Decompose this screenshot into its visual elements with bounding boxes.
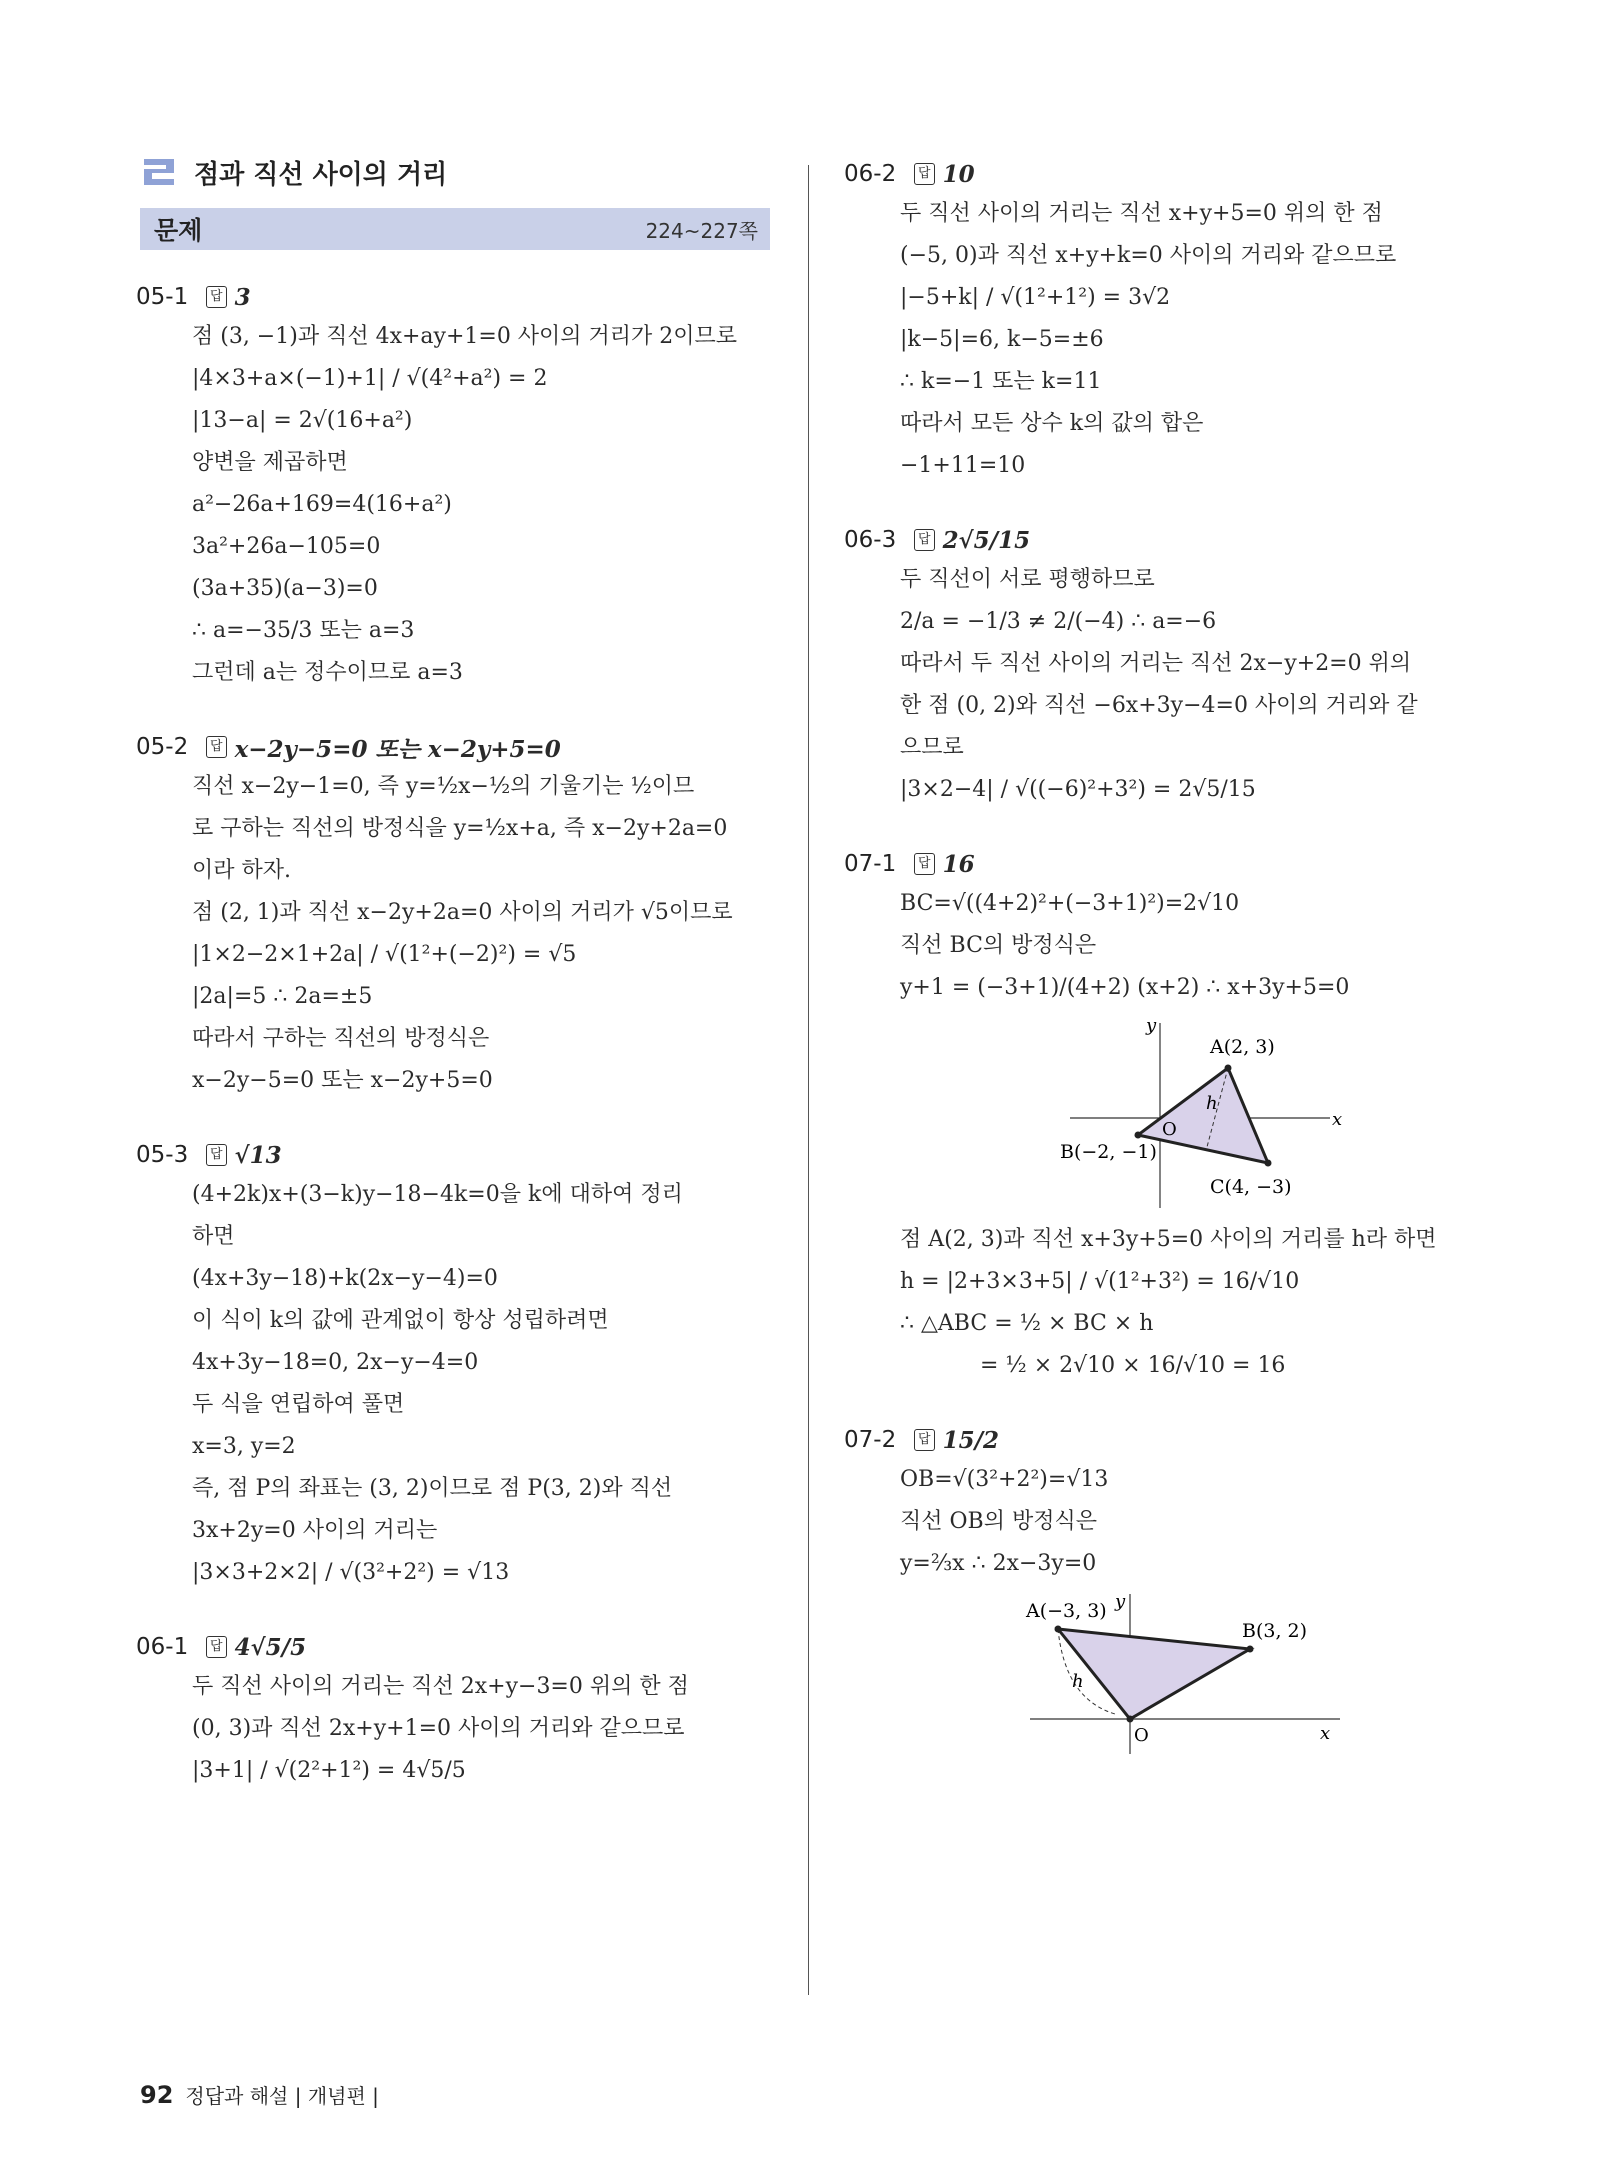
point-a-label: A(−3, 3) [1026, 1600, 1107, 1622]
answer-badge: 답 [206, 1144, 227, 1166]
origin-label: O [1162, 1119, 1177, 1140]
solution-line: ∴ a=−35/3 또는 a=3 [192, 618, 415, 643]
solution-line: (4+2k)x+(3−k)y−18−4k=0을 k에 대하여 정리 [192, 1182, 683, 1207]
solution-line: 2/a = −1/3 ≠ 2/(−4) ∴ a=−6 [900, 609, 1217, 634]
solution-line: 따라서 모든 상수 k의 값의 합은 [900, 411, 1204, 436]
section-header [140, 150, 770, 194]
x-axis-label: x [1332, 1109, 1343, 1130]
solution-line: y+1 = (−3+1)/(4+2) (x+2) ∴ x+3y+5=0 [900, 975, 1350, 1000]
problem-answer: x−2y−5=0 또는 x−2y+5=0 [234, 735, 561, 763]
problem-06-1 [136, 1628, 770, 1792]
page-range: 224~227쪽 [645, 218, 758, 243]
solution-line: 점 A(2, 3)과 직선 x+3y+5=0 사이의 거리를 h라 하면 [900, 1227, 1437, 1252]
height-label: h [1072, 1671, 1084, 1692]
solution-line: |k−5|=6, k−5=±6 [900, 327, 1104, 352]
column-divider [808, 165, 809, 1995]
answer-badge: 답 [914, 853, 935, 875]
point-b-label: B(3, 2) [1242, 1620, 1308, 1642]
solution-line: 점 (3, −1)과 직선 4x+ay+1=0 사이의 거리가 2이므로 [192, 324, 738, 349]
problem-07-2 [844, 1421, 1488, 1759]
answer-badge: 답 [914, 1429, 935, 1451]
solution-line: a²−26a+169=4(16+a²) [192, 492, 452, 517]
solution-line: |2a|=5 ∴ 2a=±5 [192, 984, 373, 1009]
problem-number: 06-3 [844, 527, 897, 553]
solution-line: 직선 OB의 방정식은 [900, 1509, 1097, 1534]
problem-07-1 [844, 845, 1488, 1387]
solution-line: x−2y−5=0 또는 x−2y+5=0 [192, 1068, 493, 1093]
solution-line: 두 직선이 서로 평행하므로 [900, 567, 1155, 592]
problem-answer: 16 [942, 850, 975, 878]
page-footer [140, 2080, 379, 2109]
left-column [136, 150, 770, 1826]
solution-line: 으므로 [900, 735, 964, 760]
solution-line: 4x+3y−18=0, 2x−y−4=0 [192, 1350, 479, 1375]
problem-05-2 [136, 728, 770, 1102]
solution-line: 이라 하자. [192, 858, 291, 883]
triangle-aob-figure [1020, 1589, 1350, 1759]
solution-line: 따라서 두 직선 사이의 거리는 직선 2x−y+2=0 위의 [900, 651, 1412, 676]
solution-line: y=⅔x ∴ 2x−3y=0 [900, 1551, 1097, 1576]
problem-bar-label: 문제 [154, 216, 203, 245]
problem-06-3 [844, 521, 1488, 811]
solution-line: |−5+k| / √(1²+1²) = 3√2 [900, 285, 1171, 310]
solution-line: 점 (2, 1)과 직선 x−2y+2a=0 사이의 거리가 √5이므로 [192, 900, 733, 925]
solution-line: OB=√(3²+2²)=√13 [900, 1467, 1109, 1492]
problem-05-3 [136, 1136, 770, 1594]
problem-number: 06-2 [844, 161, 897, 187]
solution-line: 즉, 점 P의 좌표는 (3, 2)이므로 점 P(3, 2)와 직선 [192, 1476, 673, 1501]
solution-line: 두 식을 연립하여 풀면 [192, 1392, 405, 1417]
footer-text: 정답과 해설 | 개념편 | [185, 2084, 379, 2108]
solution-line: BC=√((4+2)²+(−3+1)²)=2√10 [900, 891, 1240, 916]
solution-line: |3×2−4| / √((−6)²+3²) = 2√5/15 [900, 777, 1256, 802]
solution-line: 3a²+26a−105=0 [192, 534, 381, 559]
problem-answer: 3 [234, 283, 251, 311]
solution-line: 로 구하는 직선의 방정식을 y=½x+a, 즉 x−2y+2a=0 [192, 816, 728, 841]
solution-line: (4x+3y−18)+k(2x−y−4)=0 [192, 1266, 498, 1291]
triangle-abc-figure [1050, 1013, 1350, 1213]
height-label: h [1206, 1093, 1218, 1114]
solution-line: h = |2+3×3+5| / √(1²+3²) = 16/√10 [900, 1269, 1300, 1294]
solution-line: x=3, y=2 [192, 1434, 296, 1459]
problem-bar [140, 208, 770, 250]
problem-answer: √13 [234, 1141, 282, 1169]
solution-line: 한 점 (0, 2)와 직선 −6x+3y−4=0 사이의 거리와 같 [900, 693, 1418, 718]
solution-line: (3a+35)(a−3)=0 [192, 576, 378, 601]
solution-line: 직선 x−2y−1=0, 즉 y=½x−½의 기울기는 ½이므 [192, 774, 695, 799]
solution-line: 두 직선 사이의 거리는 직선 2x+y−3=0 위의 한 점 [192, 1674, 689, 1699]
section-number-2-icon [140, 155, 178, 189]
solution-line: 두 직선 사이의 거리는 직선 x+y+5=0 위의 한 점 [900, 201, 1383, 226]
point-b-label: B(−2, −1) [1060, 1141, 1157, 1163]
page-number: 92 [140, 2081, 174, 2109]
solution-line: |13−a| = 2√(16+a²) [192, 408, 413, 433]
problem-answer: 4√5/5 [234, 1633, 307, 1661]
solution-line: ∴ △ABC = ½ × BC × h [900, 1311, 1154, 1336]
problem-answer: 15/2 [942, 1426, 999, 1454]
solution-line: 하면 [192, 1224, 235, 1249]
solution-line: 그런데 a는 정수이므로 a=3 [192, 660, 463, 685]
problem-answer: 10 [942, 160, 975, 188]
answer-badge: 답 [914, 163, 935, 185]
problem-number: 07-1 [844, 851, 897, 877]
answer-badge: 답 [206, 736, 227, 758]
point-c-label: C(4, −3) [1210, 1176, 1292, 1198]
answer-badge: 답 [206, 286, 227, 308]
solution-line: = ½ × 2√10 × 16/√10 = 16 [980, 1353, 1286, 1378]
solution-line: 직선 BC의 방정식은 [900, 933, 1097, 958]
problem-06-2 [844, 155, 1488, 487]
x-axis-label: x [1320, 1723, 1331, 1744]
solution-line: 3x+2y=0 사이의 거리는 [192, 1518, 438, 1543]
solution-line: 양변을 제곱하면 [192, 450, 348, 475]
solution-line: −1+11=10 [900, 453, 1026, 478]
solution-line: (0, 3)과 직선 2x+y+1=0 사이의 거리와 같으므로 [192, 1716, 685, 1741]
y-axis-label: y [1115, 1591, 1126, 1612]
point-a-label: A(2, 3) [1210, 1036, 1275, 1058]
origin-label: O [1134, 1725, 1149, 1746]
answer-badge: 답 [206, 1636, 227, 1658]
right-column [844, 155, 1488, 1793]
problem-answer: 2√5/15 [942, 526, 1031, 554]
solution-line: 이 식이 k의 값에 관계없이 항상 성립하려면 [192, 1308, 609, 1333]
y-axis-label: y [1146, 1015, 1157, 1036]
problem-number: 05-2 [136, 734, 189, 760]
solution-line: |4×3+a×(−1)+1| / √(4²+a²) = 2 [192, 366, 548, 391]
section-title: 점과 직선 사이의 거리 [194, 159, 448, 190]
problem-05-1 [136, 278, 770, 694]
solution-line: |3×3+2×2| / √(3²+2²) = √13 [192, 1560, 510, 1585]
solution-line: (−5, 0)과 직선 x+y+k=0 사이의 거리와 같으므로 [900, 243, 1397, 268]
solution-line: |3+1| / √(2²+1²) = 4√5/5 [192, 1758, 466, 1783]
problem-number: 05-3 [136, 1142, 189, 1168]
problem-number: 05-1 [136, 284, 189, 310]
problem-number: 07-2 [844, 1427, 897, 1453]
problem-number: 06-1 [136, 1634, 189, 1660]
solution-line: 따라서 구하는 직선의 방정식은 [192, 1026, 490, 1051]
solution-line: |1×2−2×1+2a| / √(1²+(−2)²) = √5 [192, 942, 577, 967]
answer-badge: 답 [914, 529, 935, 551]
solution-line: ∴ k=−1 또는 k=11 [900, 369, 1102, 394]
